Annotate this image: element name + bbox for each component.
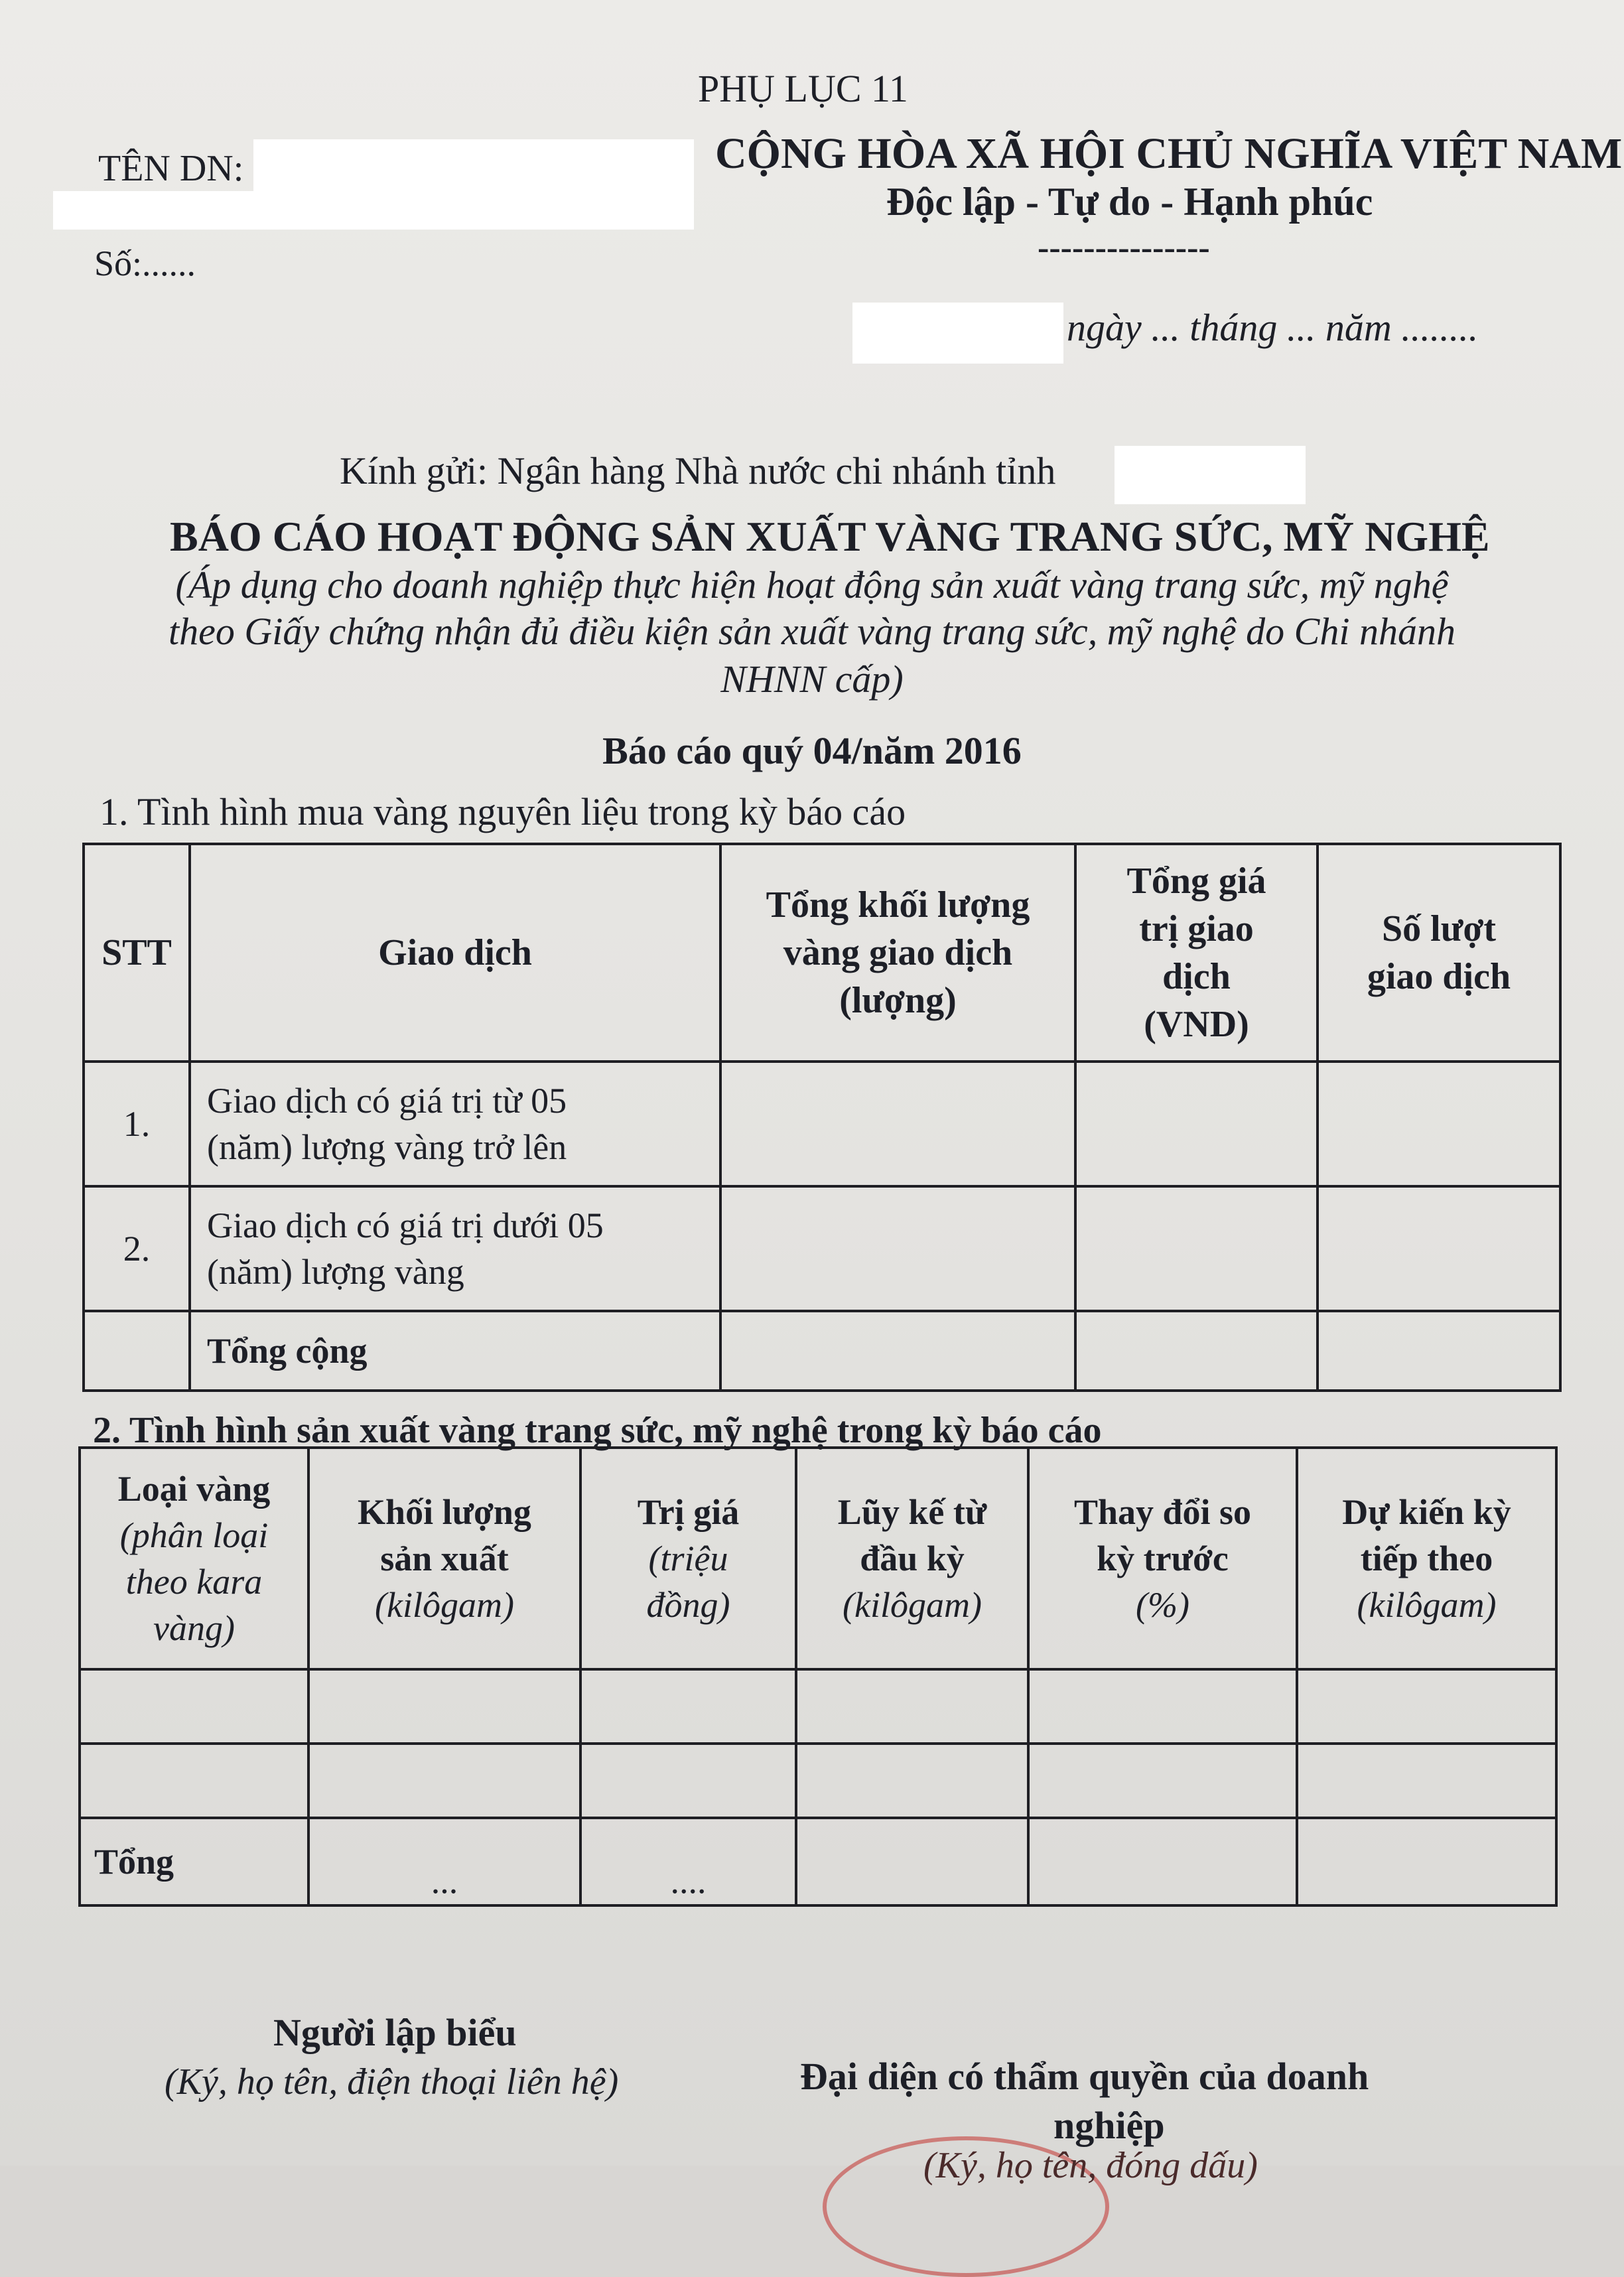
subtitle-line-2: theo Giấy chứng nhận đủ điều kiện sản xuất vàng trang sức, mỹ nghệ do Chi nhánh bbox=[169, 610, 1455, 653]
appendix-label: PHỤ LỤC 11 bbox=[698, 67, 908, 110]
purchase-table bbox=[82, 843, 1562, 1392]
col-forecast-next: Dự kiến kỳ tiếp theo (kilôgam) bbox=[1297, 1448, 1556, 1669]
table-cell bbox=[720, 1186, 1075, 1311]
col-total-weight: Tổng khối lượng vàng giao dịch (lượng) bbox=[720, 844, 1075, 1062]
production-table-header bbox=[80, 1448, 1556, 1669]
total-cell bbox=[1028, 1818, 1297, 1905]
purchase-table-header bbox=[84, 844, 1560, 1062]
preparer-title: Người lập biểu bbox=[273, 2011, 517, 2054]
table-row bbox=[84, 1062, 1560, 1186]
total-label: Tổng bbox=[80, 1818, 308, 1905]
col-transaction-count: Số lượt giao dịch bbox=[1318, 844, 1560, 1062]
representative-title-line2: nghiệp bbox=[1053, 2104, 1165, 2147]
company-name-label: TÊN DN: bbox=[98, 148, 244, 189]
motto-underline: --------------- bbox=[1038, 229, 1210, 267]
table-cell bbox=[1075, 1311, 1318, 1391]
redacted-province bbox=[1115, 446, 1306, 504]
table-cell bbox=[1318, 1062, 1560, 1186]
col-change-previous: Thay đổi so kỳ trước (%) bbox=[1028, 1448, 1297, 1669]
subtitle-line-1: (Áp dụng cho doanh nghiệp thực hiện hoạt động sản xuất vàng trang sức, mỹ nghệ bbox=[175, 563, 1449, 606]
date-line: ngày ... tháng ... năm ........ bbox=[1067, 306, 1479, 349]
table-row-total bbox=[80, 1818, 1556, 1905]
table-row bbox=[80, 1669, 1556, 1744]
production-table bbox=[78, 1446, 1558, 1907]
row-stt: 2. bbox=[84, 1186, 190, 1311]
country-heading: CỘNG HÒA XÃ HỘI CHỦ NGHĨA VIỆT NAM bbox=[715, 129, 1623, 178]
representative-title-line1: Đại diện có thẩm quyền của doanh bbox=[800, 2055, 1369, 2098]
table-cell bbox=[720, 1062, 1075, 1186]
redacted-place bbox=[852, 303, 1063, 364]
report-period: Báo cáo quý 04/năm 2016 bbox=[602, 729, 1022, 772]
table-row-total bbox=[84, 1311, 1560, 1391]
table-row bbox=[84, 1186, 1560, 1311]
col-value: Trị giá (triệu đồng) bbox=[580, 1448, 796, 1669]
representative-note: (Ký, họ tên, đóng dấu) bbox=[923, 2145, 1258, 2186]
table-cell bbox=[1075, 1062, 1318, 1186]
section-1-heading: 1. Tình hình mua vàng nguyên liệu trong kỳ báo cáo bbox=[100, 790, 906, 833]
row-label: Giao dịch có giá trị dưới 05 (năm) lượng vàng bbox=[190, 1186, 720, 1311]
table-cell bbox=[1318, 1311, 1560, 1391]
row-stt bbox=[84, 1311, 190, 1391]
table-cell bbox=[1318, 1186, 1560, 1311]
total-cell: .... bbox=[580, 1818, 796, 1905]
table-cell bbox=[720, 1311, 1075, 1391]
col-stt: STT bbox=[84, 844, 190, 1062]
row-label: Tổng cộng bbox=[190, 1311, 720, 1391]
col-transaction: Giao dịch bbox=[190, 844, 720, 1062]
redacted-company-name-line2 bbox=[53, 191, 694, 230]
col-total-value: Tổng giá trị giao dịch (VND) bbox=[1075, 844, 1318, 1062]
preparer-note: (Ký, họ tên, điện thoại liên hệ) bbox=[165, 2061, 619, 2103]
total-cell bbox=[796, 1818, 1028, 1905]
col-gold-type: Loại vàng (phân loại theo kara vàng) bbox=[80, 1448, 308, 1669]
row-label: Giao dịch có giá trị từ 05 (năm) lượng vàng trở lên bbox=[190, 1062, 720, 1186]
redacted-company-name bbox=[253, 139, 694, 195]
section-2-heading: 2. Tình hình sản xuất vàng trang sức, mỹ nghệ trong kỳ báo cáo bbox=[93, 1410, 1102, 1451]
national-motto: Độc lập - Tự do - Hạnh phúc bbox=[886, 180, 1373, 224]
table-row bbox=[80, 1744, 1556, 1818]
subtitle-line-3: NHNN cấp) bbox=[720, 657, 904, 701]
table-cell bbox=[1075, 1186, 1318, 1311]
report-title: BÁO CÁO HOẠT ĐỘNG SẢN XUẤT VÀNG TRANG SỨC, MỸ NGHỆ bbox=[170, 513, 1490, 560]
addressee-line: Kính gửi: Ngân hàng Nhà nước chi nhánh tỉnh bbox=[340, 449, 1056, 492]
col-production-weight: Khối lượng sản xuất (kilôgam) bbox=[308, 1448, 580, 1669]
document-number-label: Số:...... bbox=[94, 243, 196, 283]
row-stt: 1. bbox=[84, 1062, 190, 1186]
total-cell: ... bbox=[308, 1818, 580, 1905]
col-cumulative: Lũy kế từ đầu kỳ (kilôgam) bbox=[796, 1448, 1028, 1669]
total-cell bbox=[1297, 1818, 1556, 1905]
